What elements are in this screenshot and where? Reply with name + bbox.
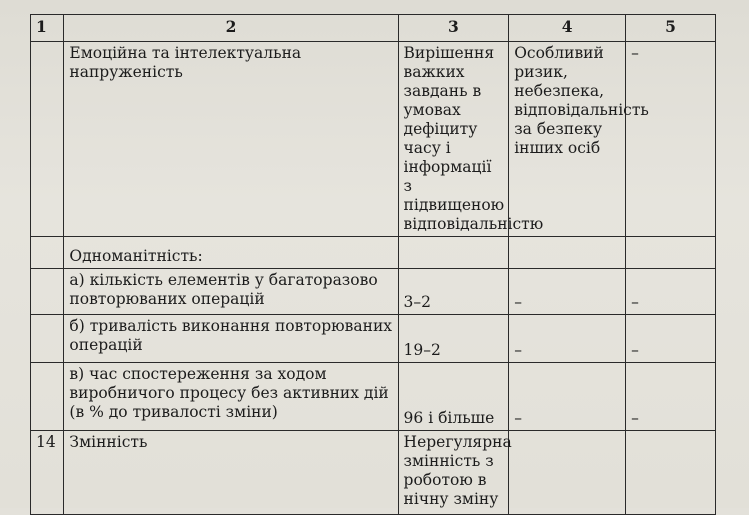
value-cell-col5: – bbox=[626, 363, 716, 431]
factor-cell: Емоційна та інтелектуальна напруженість bbox=[64, 42, 398, 237]
factor-cell: Змінність bbox=[64, 431, 398, 515]
value-cell-col4: – bbox=[509, 269, 626, 315]
table-row-elements bbox=[31, 269, 716, 315]
factor-cell: Одноманітність: bbox=[64, 237, 398, 269]
header-col-2: 2 bbox=[64, 15, 398, 42]
table-row-duration bbox=[31, 315, 716, 363]
row-number: 14 bbox=[31, 431, 64, 515]
value-cell-col3: Нерегулярна змінність з роботою в нічну зміну bbox=[398, 431, 509, 515]
row-number bbox=[31, 42, 64, 237]
factor-cell: в) час спостереження за ходом виробничого процесу без активних дій (в % до тривалості зміни) bbox=[64, 363, 398, 431]
header-col-3: 3 bbox=[398, 15, 509, 42]
value-cell-col5 bbox=[626, 431, 716, 515]
value-cell-col3: Вирішення важких завдань в умовах дефіциту часу і інформації з підвищеною відповідальністю bbox=[398, 42, 509, 237]
table-row-shift bbox=[31, 431, 716, 515]
header-col-4: 4 bbox=[509, 15, 626, 42]
value-cell-col4 bbox=[509, 431, 626, 515]
header-row bbox=[31, 15, 716, 42]
empty-cell bbox=[31, 269, 64, 315]
factor-cell: б) тривалість виконання повторюваних операцій bbox=[64, 315, 398, 363]
empty-cell bbox=[31, 237, 64, 269]
value-cell-col4: – bbox=[509, 363, 626, 431]
norms-table bbox=[30, 14, 716, 515]
value-cell-col5: – bbox=[626, 269, 716, 315]
table-row-observation bbox=[31, 363, 716, 431]
header-col-1: 1 bbox=[31, 15, 64, 42]
empty-cell bbox=[398, 237, 509, 269]
empty-cell bbox=[31, 363, 64, 431]
empty-cell bbox=[509, 237, 626, 269]
value-cell-col3: 96 і більше bbox=[398, 363, 509, 431]
table-row-monotony bbox=[31, 237, 716, 269]
table-row-emotional bbox=[31, 42, 716, 237]
empty-cell bbox=[31, 315, 64, 363]
value-cell-col5: – bbox=[626, 315, 716, 363]
value-cell-col3: 3–2 bbox=[398, 269, 509, 315]
header-col-5: 5 bbox=[626, 15, 716, 42]
factor-cell: а) кількість елементів у багаторазово повторюваних операцій bbox=[64, 269, 398, 315]
value-cell-col4: Особливий ризик, небезпека, відповідальність за безпеку інших осіб bbox=[509, 42, 626, 237]
value-cell-col4: – bbox=[509, 315, 626, 363]
empty-cell bbox=[626, 237, 716, 269]
value-cell-col5: – bbox=[626, 42, 716, 237]
value-cell-col3: 19–2 bbox=[398, 315, 509, 363]
